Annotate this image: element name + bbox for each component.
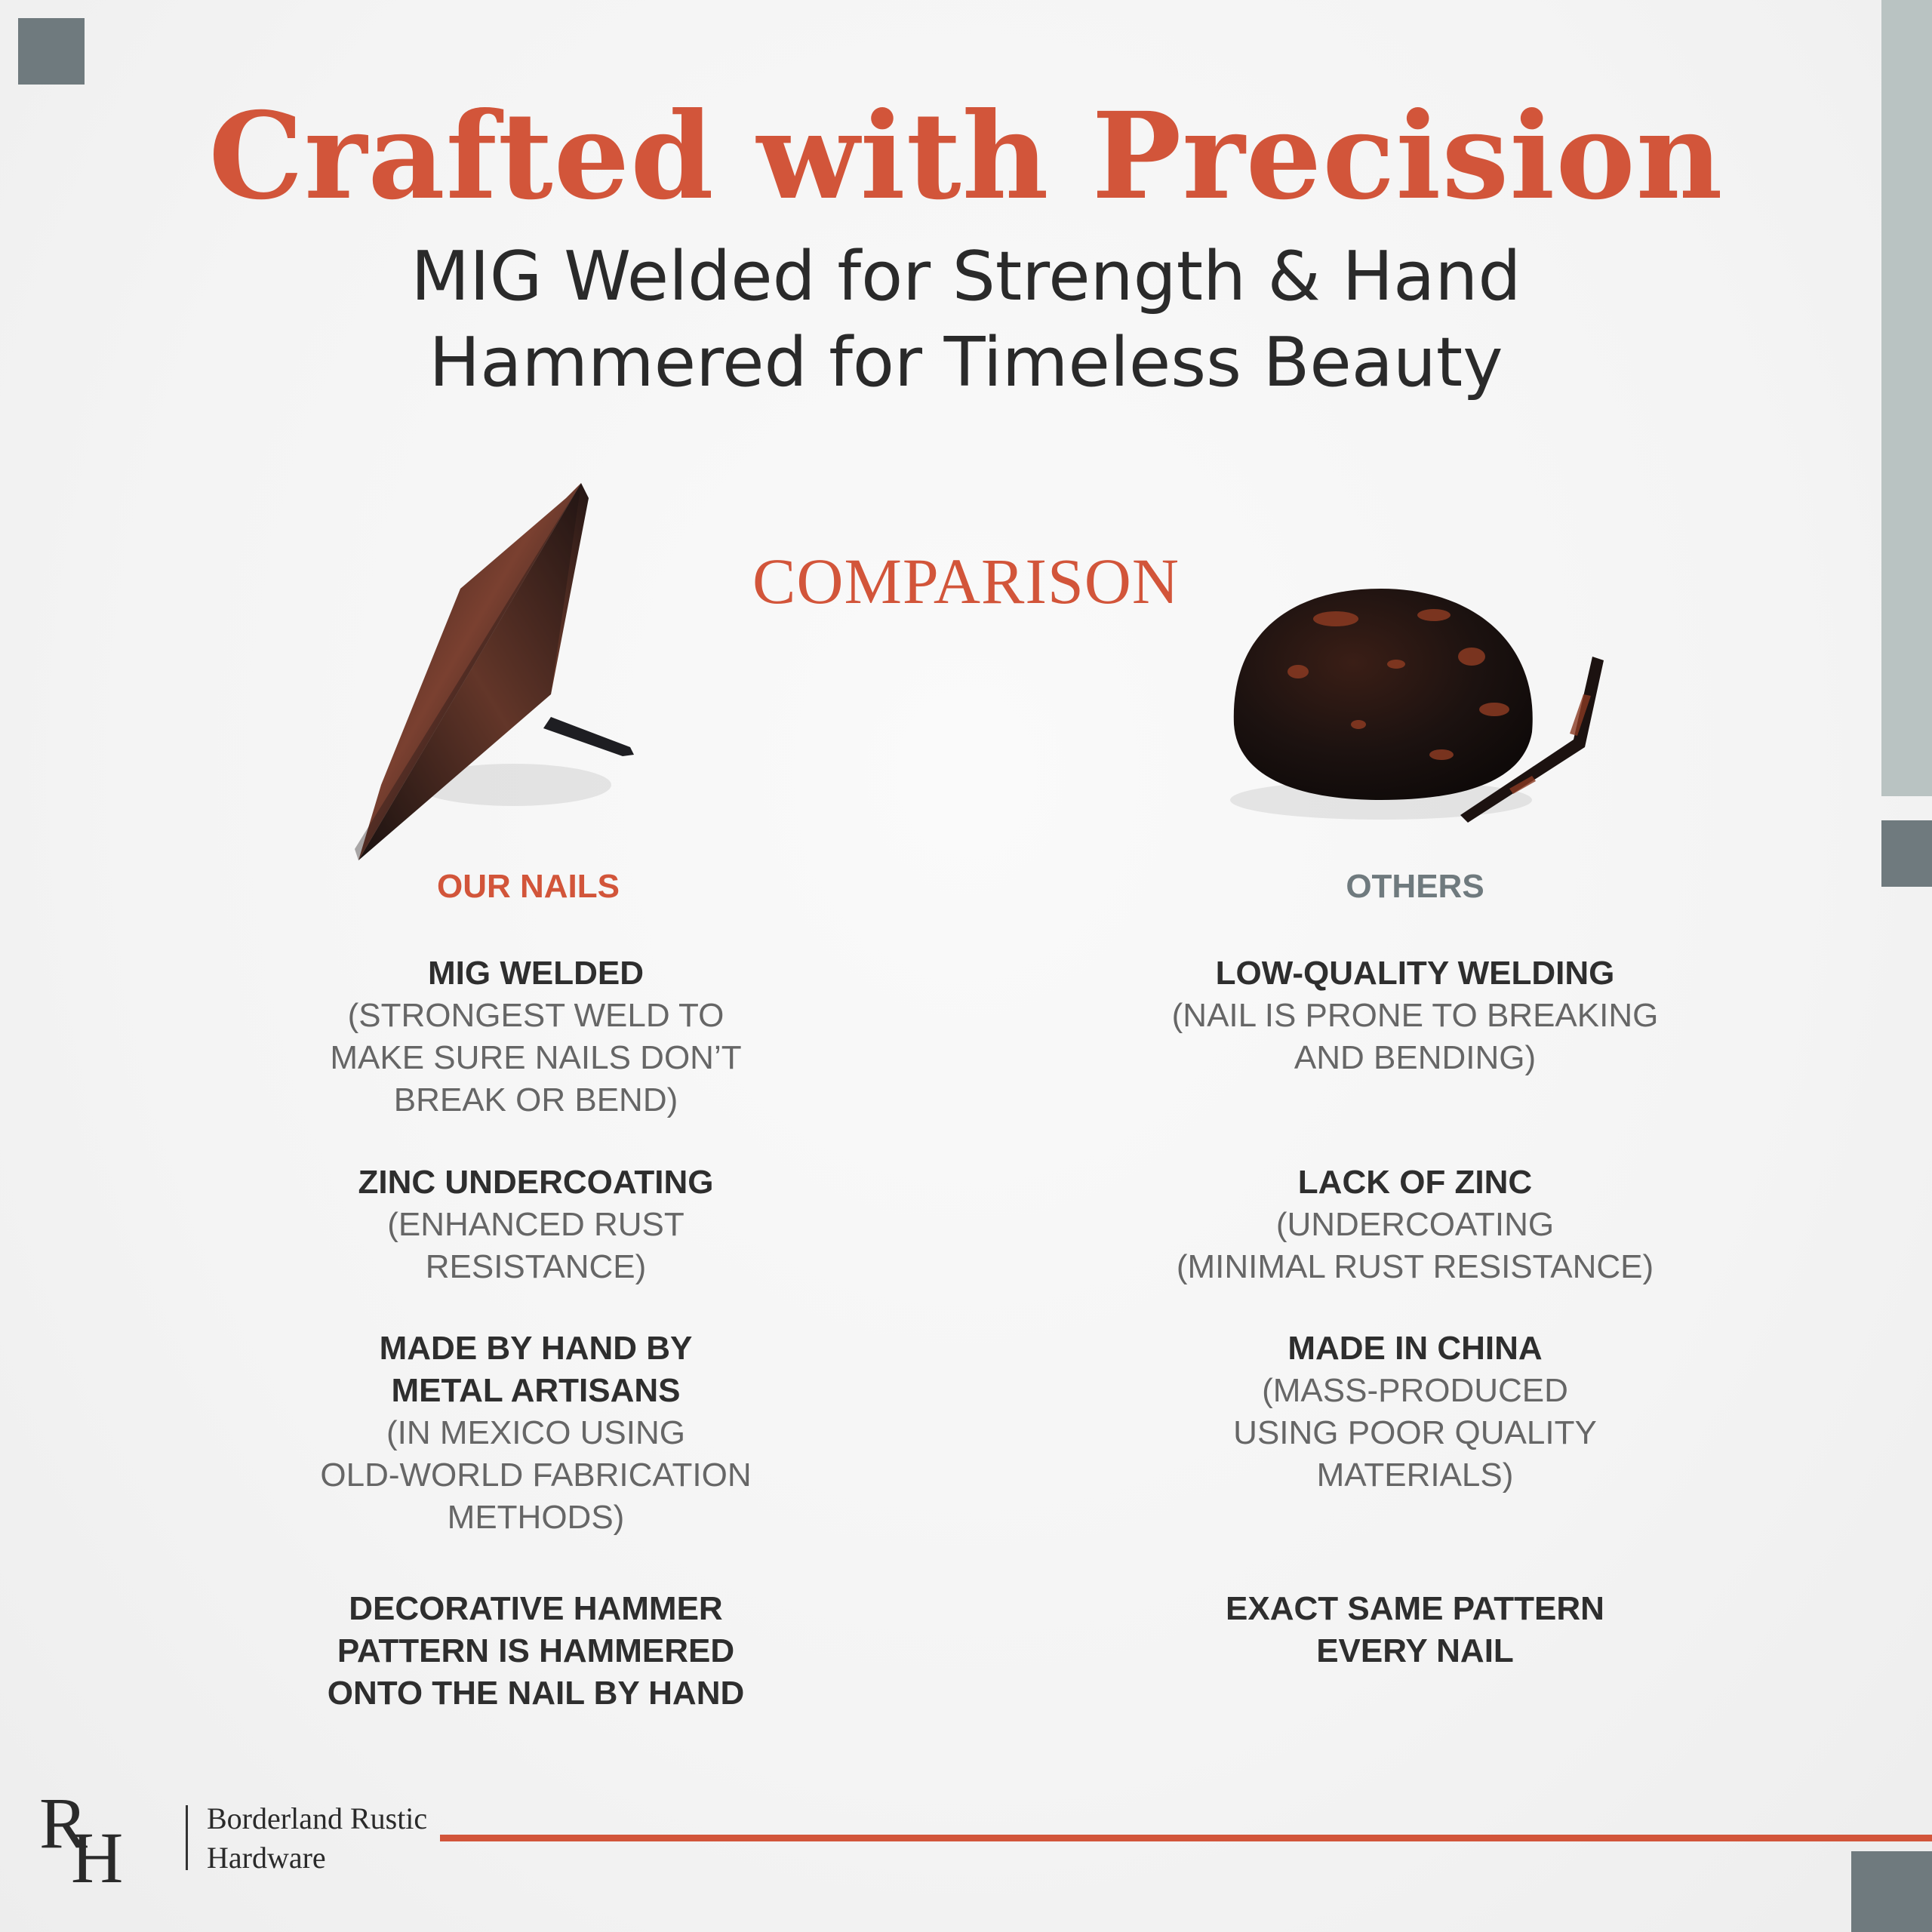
item-title: EXACT SAME PATTERN EVERY NAIL xyxy=(1226,1590,1604,1669)
list-item xyxy=(226,1161,845,1288)
list-item xyxy=(1106,1161,1724,1288)
dome-nail-image xyxy=(1223,574,1645,830)
pyramid-nail-image xyxy=(325,468,657,875)
item-title: LACK OF ZINC xyxy=(1297,1164,1533,1201)
list-item xyxy=(1106,952,1724,1079)
brand-name: Borderland Rustic Hardware xyxy=(207,1801,428,1875)
list-item xyxy=(226,1588,845,1715)
item-description: (STRONGEST WELD TO MAKE SURE NAILS DON’T BREAK OR BEND) xyxy=(330,997,742,1118)
item-title: ZINC UNDERCOATING xyxy=(358,1164,714,1201)
comparison-label: COMPARISON xyxy=(752,545,1180,617)
others-heading: OTHERS xyxy=(1346,868,1484,905)
subtitle-line-1: MIG Welded for Strength & Hand xyxy=(411,237,1521,316)
list-item xyxy=(1106,1327,1724,1497)
item-description: (MASS-PRODUCED USING POOR QUALITY MATERIALS) xyxy=(1233,1372,1597,1494)
footer-accent-line xyxy=(440,1835,1932,1841)
page-subtitle xyxy=(0,234,1932,406)
logo-divider xyxy=(186,1805,188,1870)
item-title: MADE IN CHINA xyxy=(1287,1330,1543,1367)
item-description: (UNDERCOATING (MINIMAL RUST RESISTANCE) xyxy=(1176,1206,1654,1285)
rh-monogram-icon xyxy=(38,1789,136,1887)
list-item xyxy=(1106,1588,1724,1672)
item-description: (IN MEXICO USING OLD-WORLD FABRICATION METHODS) xyxy=(320,1414,752,1536)
brand-logo xyxy=(38,1789,430,1887)
list-item xyxy=(226,952,845,1121)
monogram-letter-r: R xyxy=(39,1789,88,1863)
item-title: DECORATIVE HAMMER PATTERN IS HAMMERED ONTO THE NAIL BY HAND xyxy=(327,1590,745,1712)
monogram-letter-h: H xyxy=(71,1817,124,1887)
list-item xyxy=(226,1327,845,1539)
decorative-square-right xyxy=(1881,820,1932,887)
decorative-square-bottom-right xyxy=(1851,1851,1932,1932)
our-nails-heading: OUR NAILS xyxy=(437,868,620,905)
item-title: MADE BY HAND BY METAL ARTISANS xyxy=(379,1330,693,1409)
subtitle-line-2: Hammered for Timeless Beauty xyxy=(429,323,1503,402)
decorative-square-top-left xyxy=(18,18,85,85)
item-title: MIG WELDED xyxy=(428,955,644,992)
item-description: (ENHANCED RUST RESISTANCE) xyxy=(387,1206,685,1285)
item-description: (NAIL IS PRONE TO BREAKING AND BENDING) xyxy=(1171,997,1659,1076)
page-title: Crafted with Precision xyxy=(208,87,1724,226)
item-title: LOW-QUALITY WELDING xyxy=(1215,955,1615,992)
